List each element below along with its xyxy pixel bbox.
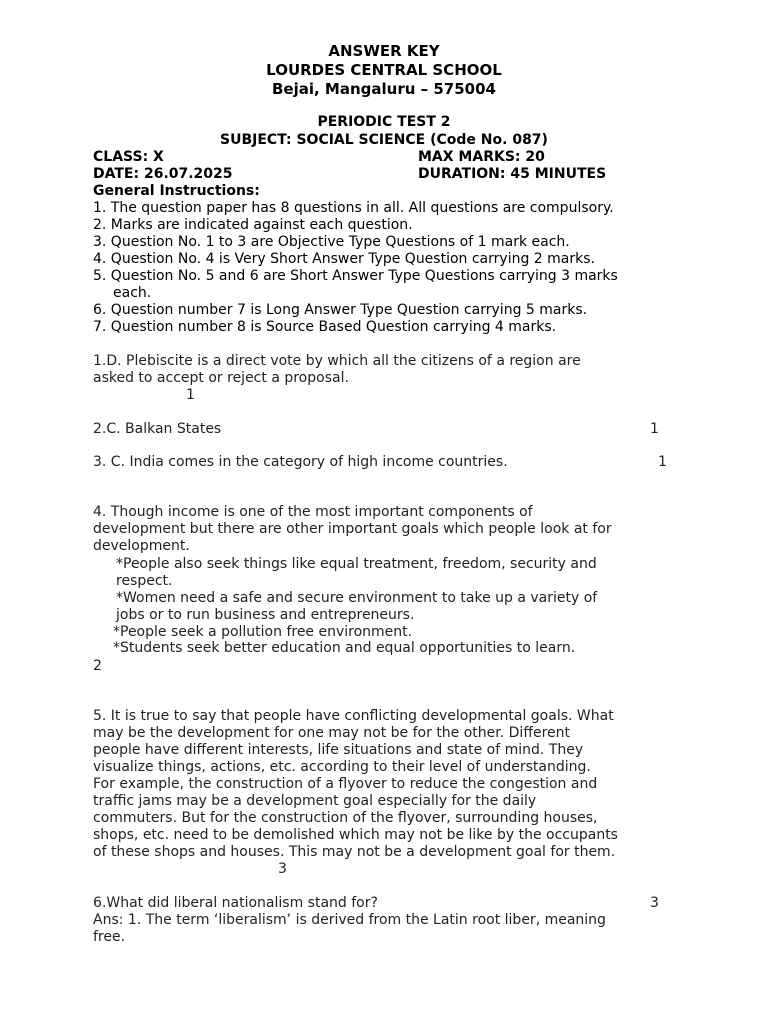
answer-4-point: *People seek a pollution free environment.	[113, 624, 413, 640]
answer-4-point: *Students seek better education and equal opportunities to learn.	[113, 640, 576, 656]
date-label: DATE: 26.07.2025	[93, 166, 233, 182]
doc-title: ANSWER KEY	[328, 42, 440, 60]
answer-4-point: jobs or to run business and entrepreneurs.	[116, 607, 415, 623]
answer-5-line: shops, etc. need to be demolished which may not be like by the occupants	[93, 827, 618, 843]
answer-6-line: free.	[93, 929, 126, 945]
answer-5-line: may be the development for one may not be for the other. Different	[93, 725, 571, 741]
school-name: LOURDES CENTRAL SCHOOL	[266, 61, 502, 79]
duration-label: DURATION: 45 MINUTES	[418, 166, 607, 182]
answer-6-marks: 3	[650, 895, 659, 911]
answer-5-line: For example, the construction of a flyover to reduce the congestion and	[93, 776, 598, 792]
instruction-item: 7. Question number 8 is Source Based Question carrying 4 marks.	[93, 319, 557, 335]
answer-5-line: visualize things, actions, etc. according to their level of understanding.	[93, 759, 591, 775]
answer-5-line: of these shops and houses. This may not be a development goal for them.	[93, 844, 616, 860]
instruction-item: 3. Question No. 1 to 3 are Objective Type Questions of 1 mark each.	[93, 234, 570, 250]
answer-4-line: development but there are other important goals which people look at for	[93, 521, 612, 537]
answer-3-text: 3. C. India comes in the category of high income countries.	[93, 454, 508, 470]
instruction-item: 5. Question No. 5 and 6 are Short Answer Type Questions carrying 3 marks	[93, 268, 618, 284]
answer-5-line: commuters. But for the construction of the flyover, surrounding houses,	[93, 810, 598, 826]
answer-5-line: traffic jams may be a development goal especially for the daily	[93, 793, 537, 809]
answer-3-marks: 1	[658, 454, 667, 470]
answer-1-line: 1.D. Plebiscite is a direct vote by which all the citizens of a region are	[93, 353, 581, 369]
instruction-item: each.	[113, 285, 152, 301]
answer-5-line: people have different interests, life situations and state of mind. They	[93, 742, 584, 758]
answer-4-line: 4. Though income is one of the most important components of	[93, 504, 533, 520]
answer-5-marks: 3	[278, 861, 287, 877]
class-label: CLASS: X	[93, 149, 164, 165]
answer-4-point: respect.	[116, 573, 173, 589]
test-name: PERIODIC TEST 2	[317, 114, 451, 130]
instructions-heading: General Instructions:	[93, 183, 260, 199]
answer-5-line: 5. It is true to say that people have conflicting developmental goals. What	[93, 708, 614, 724]
subject-line: SUBJECT: SOCIAL SCIENCE (Code No. 087)	[220, 132, 548, 148]
answer-6-line: Ans: 1. The term ‘liberalism’ is derived from the Latin root liber, meaning	[93, 912, 606, 928]
answer-4-point: *People also seek things like equal treatment, freedom, security and	[116, 556, 597, 572]
instruction-item: 2. Marks are indicated against each question.	[93, 217, 413, 233]
instruction-item: 1. The question paper has 8 questions in all. All questions are compulsory.	[93, 200, 614, 216]
instruction-item: 4. Question No. 4 is Very Short Answer Type Question carrying 2 marks.	[93, 251, 595, 267]
question-6-text: 6.What did liberal nationalism stand for?	[93, 895, 378, 911]
answer-2-text: 2.C. Balkan States	[93, 421, 222, 437]
answer-4-marks: 2	[93, 658, 102, 674]
answer-4-line: development.	[93, 538, 190, 554]
school-address: Bejai, Mangaluru – 575004	[272, 80, 496, 98]
answer-1-marks: 1	[186, 387, 195, 403]
answer-4-point: *Women need a safe and secure environment to take up a variety of	[116, 590, 598, 606]
answer-1-line: asked to accept or reject a proposal.	[93, 370, 349, 386]
max-marks-label: MAX MARKS: 20	[418, 149, 545, 165]
answer-2-marks: 1	[650, 421, 659, 437]
instruction-item: 6. Question number 7 is Long Answer Type Question carrying 5 marks.	[93, 302, 588, 318]
